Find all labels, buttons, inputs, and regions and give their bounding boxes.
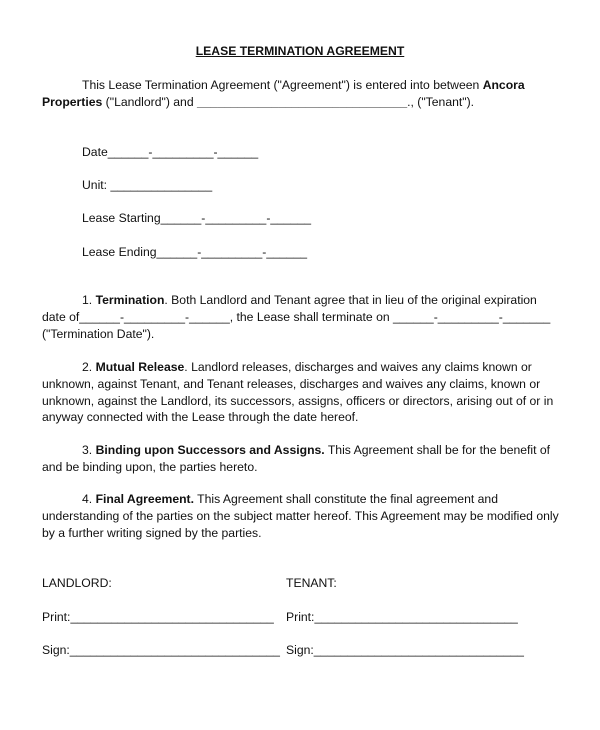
section-number: 2.	[82, 360, 96, 374]
landlord-sign-field[interactable]: Sign:_______________________________	[42, 643, 280, 657]
section-termination	[42, 292, 562, 342]
intro-text-3: ., ("Tenant").	[407, 94, 475, 109]
date-field[interactable]: Date______-_________-______	[82, 145, 259, 159]
expiration-date-blank[interactable]: ______-_________-______	[79, 309, 230, 324]
tenant-print-field[interactable]: Print:______________________________	[286, 610, 518, 624]
intro-paragraph	[42, 77, 562, 111]
lease-starting-field[interactable]: Lease Starting______-_________-______	[82, 211, 312, 225]
section-number: 4.	[82, 492, 96, 506]
section-text-1: . Both Landlord and Tenant agree that in lieu of the original expiration date of	[42, 293, 537, 324]
landlord-print-field[interactable]: Print:______________________________	[42, 610, 274, 624]
unit-field[interactable]: Unit: _______________	[82, 178, 213, 192]
section-text: . Landlord releases, discharges and waives any claims known or unknown, against Tenant, and Tenant releases, discharges and waives any claims, known or unknown, against the Landlord, its successors, assigns, officers or directors, arising out of or in anyway connected with the Lease through the date hereof.	[42, 360, 554, 425]
intro-text-1: This Lease Termination Agreement ("Agreement") is entered into between	[82, 78, 483, 92]
section-binding	[42, 442, 562, 476]
lease-ending-field[interactable]: Lease Ending______-_________-______	[82, 245, 307, 259]
section-text: This Agreement shall be for the benefit of and be binding upon, the parties hereto.	[42, 443, 551, 474]
section-text-2: , the Lease shall terminate on	[229, 309, 394, 324]
section-heading: Termination	[95, 293, 165, 307]
section-number: 3.	[82, 443, 96, 457]
section-heading: Mutual Release	[95, 360, 185, 374]
section-mutual-release	[42, 359, 562, 426]
tenant-name-blank[interactable]: _______________________________	[197, 94, 408, 109]
section-final-agreement	[42, 491, 562, 541]
tenant-label: TENANT:	[286, 576, 337, 590]
section-heading: Final Agreement.	[95, 492, 194, 506]
section-text: This Agreement shall constitute the final agreement and understanding of the parties on the subject matter hereof. This Agreement may be modified only by a further writing signed by the parties.	[42, 492, 559, 540]
tenant-sign-field[interactable]: Sign:_______________________________	[286, 643, 524, 657]
section-text-3: ("Termination Date").	[42, 326, 155, 341]
document-title: LEASE TERMINATION AGREEMENT	[195, 44, 405, 58]
section-number: 1.	[82, 293, 96, 307]
landlord-name: Ancora Properties	[42, 78, 525, 109]
landlord-label: LANDLORD:	[42, 576, 112, 590]
intro-text-2: ("Landlord") and	[102, 94, 197, 109]
termination-date-blank[interactable]: ______-_________-_______	[393, 309, 551, 324]
section-heading: Binding upon Successors and Assigns.	[95, 443, 325, 457]
